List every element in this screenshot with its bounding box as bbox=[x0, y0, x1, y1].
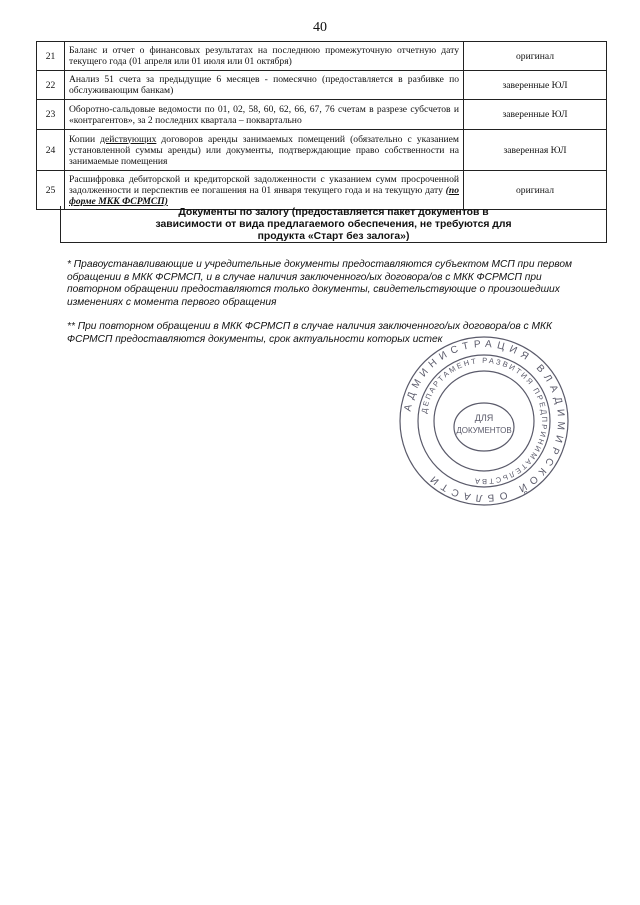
table-row bbox=[37, 42, 607, 71]
row-status: заверенные ЮЛ bbox=[464, 100, 607, 130]
row-description-post: договоров аренды занимаемых помещений (обязательно с указанием установленной суммы аренды) или документы, подтверждающие право собственности на занимаемые помещения bbox=[69, 133, 459, 167]
row-number: 22 bbox=[37, 71, 65, 100]
security-heading-line: зависимости от вида предлагаемого обеспечения, не требуются для bbox=[155, 219, 512, 230]
official-seal-stamp bbox=[398, 335, 570, 507]
svg-text:ДЛЯ: ДЛЯ bbox=[474, 413, 494, 423]
row-number: 25 bbox=[37, 171, 65, 210]
footnote-two: ** При повторном обращении в МКК ФСРМСП в случае наличия заключенного/ых договора/ов с МКК ФСРМСП предоставляются документы, срок актуальности которых истек bbox=[67, 321, 552, 345]
svg-text:ДЕПАРТАМЕНТ РАЗВИТИЯ ПРЕДПРИНИ: ДЕПАРТАМЕНТ РАЗВИТИЯ ПРЕДПРИНИМАТЕЛЬСТВА bbox=[419, 355, 550, 487]
row-status: заверенные ЮЛ bbox=[464, 71, 607, 100]
row-number: 23 bbox=[37, 100, 65, 130]
svg-text:ДОКУМЕНТОВ: ДОКУМЕНТОВ bbox=[456, 426, 512, 435]
table-row bbox=[37, 71, 607, 100]
security-heading-line: продукта «Старт без залога») bbox=[257, 231, 410, 242]
row-description-pre: Копии bbox=[69, 133, 101, 145]
row-status: оригинал bbox=[464, 42, 607, 71]
table-row bbox=[37, 100, 607, 130]
svg-text:АДМИНИСТРАЦИЯ ВЛАДИМИРСКОЙ ОБЛ: АДМИНИСТРАЦИЯ ВЛАДИМИРСКОЙ ОБЛАСТИ bbox=[402, 338, 567, 504]
row-description bbox=[65, 130, 464, 171]
row-description-emphasis: (по форме МКК ФСРМСП) bbox=[69, 184, 459, 207]
page-number: 40 bbox=[313, 20, 327, 35]
security-heading-line: Документы по залогу (предоставляется пакет документов в bbox=[178, 207, 489, 218]
row-number: 21 bbox=[37, 42, 65, 71]
table-row bbox=[37, 130, 607, 171]
row-status: оригинал bbox=[464, 171, 607, 210]
documents-table bbox=[36, 41, 607, 210]
row-description-pre: Расшифровка дебиторской и кредиторской задолженности с указанием сумм просроченной задолженности и перспектив ее погашения на 01 января текущего года и на текущую дату bbox=[69, 173, 459, 196]
security-documents-heading bbox=[60, 206, 607, 243]
footnote-one: * Правоустанавливающие и учредительные документы предоставляются субъектом МСП при первом обращении в МКК ФСРМСП, и в случае наличия заключенного/ых договора/ов с МКК ФСРМСП при повторном обращении предоставляются только документы, свидетельствующие о произошедших изменениях с момента первого обращения bbox=[67, 259, 573, 308]
row-description bbox=[65, 171, 464, 210]
row-number: 24 bbox=[37, 130, 65, 171]
table-row bbox=[37, 171, 607, 210]
row-description-underlined: действующих bbox=[100, 133, 157, 145]
row-status: заверенная ЮЛ bbox=[464, 130, 607, 171]
row-description: Баланс и отчет о финансовых результатах на последнюю промежуточную отчетную дату текущего года (01 апреля или 01 июля или 01 октября) bbox=[65, 42, 464, 71]
row-description: Оборотно-сальдовые ведомости по 01, 02, 58, 60, 62, 66, 67, 76 счетам в разрезе субсчетов и «контрагентов», за 2 последних квартала – поквартально bbox=[65, 100, 464, 130]
row-description: Анализ 51 счета за предыдущие 6 месяцев - помесячно (предоставляется в разбивке по обслуживающим банкам) bbox=[65, 71, 464, 100]
